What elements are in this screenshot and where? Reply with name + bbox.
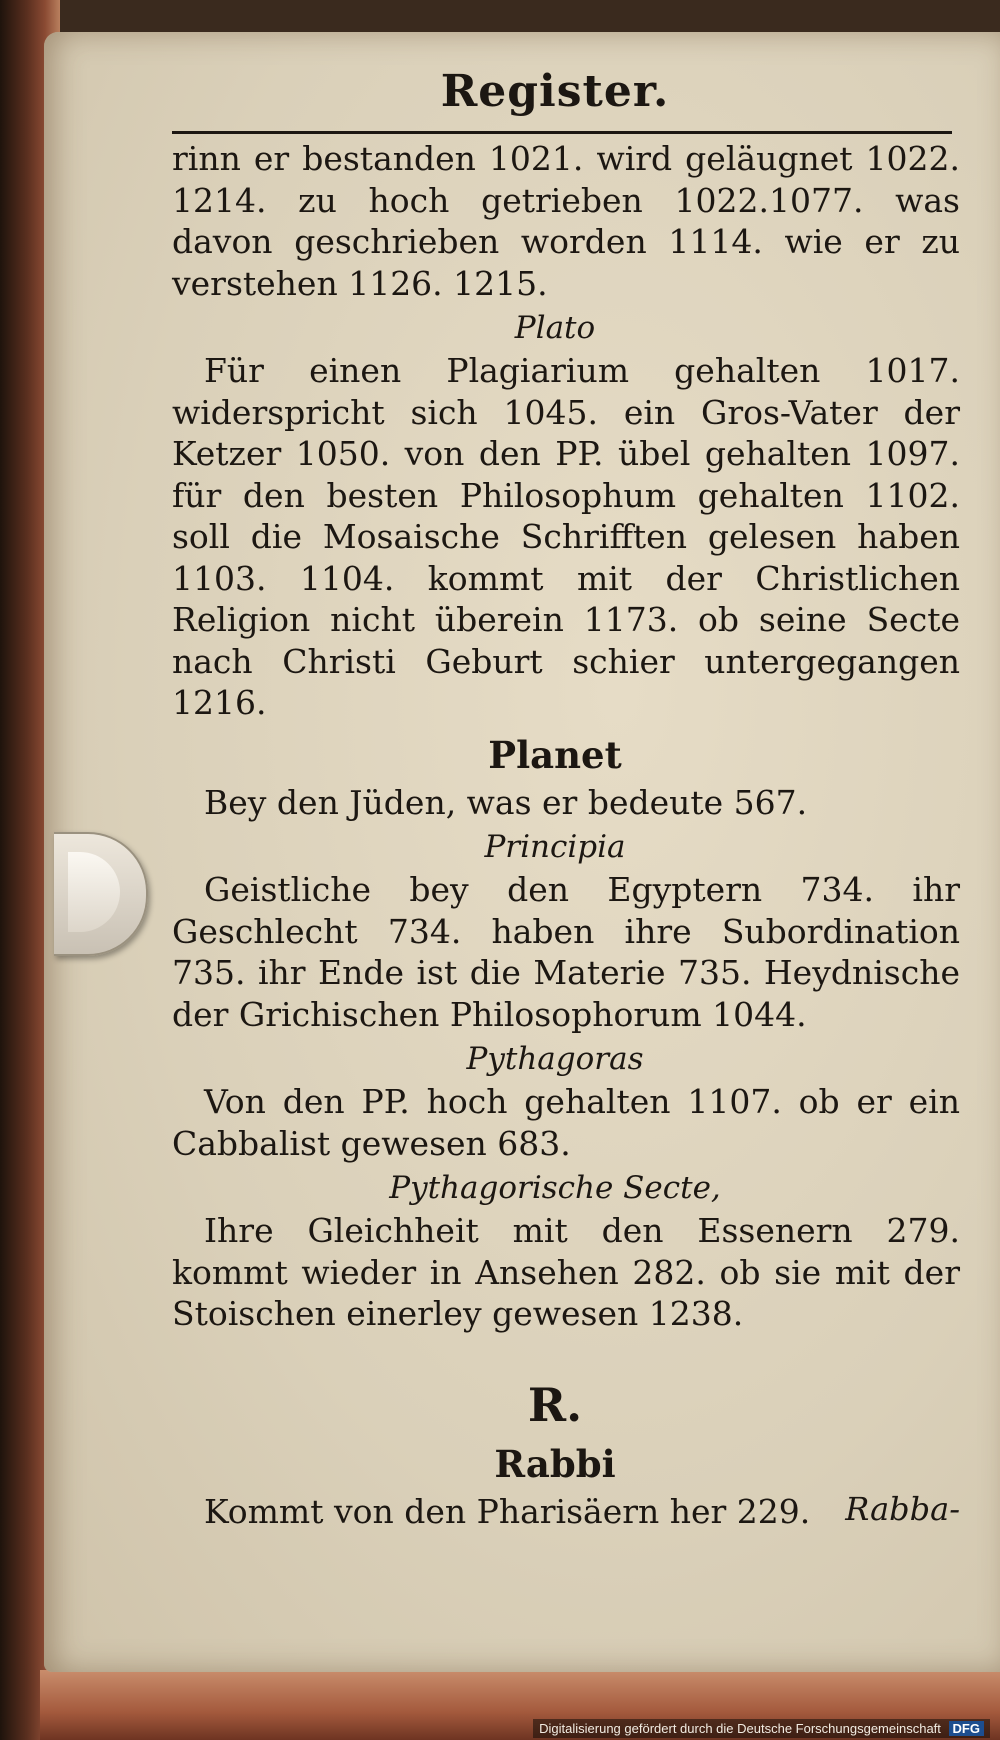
entry-body-rabbi: Kommt von den Pharisäern her 229.: [204, 1491, 811, 1531]
page-clip-inner: [68, 852, 120, 932]
digitization-footer: [533, 1719, 990, 1738]
page-clip: [54, 832, 148, 956]
header-rule: [172, 131, 952, 134]
entry-head-plato: Plato: [514, 310, 596, 346]
entry-head-pythagoras: Pythagoras: [466, 1041, 644, 1077]
entry-head-principia: Principia: [484, 829, 626, 865]
dfg-logo-icon: DFG: [949, 1721, 984, 1736]
entry-head-planet: Planet: [488, 732, 622, 777]
entry-head-pythagorische-secte: Pythagorische Secte,: [389, 1170, 721, 1206]
entry-body-principia: Geistliche bey den Egyptern 734. ihr Geschlecht 734. haben ihre Subordination 735. ihr Ende ist die Materie 735. Heydnische der Grichischen Philosophorum 1044.: [172, 870, 960, 1034]
entry-body-pythagoras: Von den PP. hoch gehalten 1107. ob er ein Cabbalist gewesen 683.: [172, 1082, 960, 1163]
catchword: Rabba-: [845, 1490, 960, 1528]
entry-body-plato: Für einen Plagiarium gehalten 1017. widerspricht sich 1045. ein Gros-Vater der Ketzer 1050. von den PP. übel gehalten 1097. für den besten Philosophum gehalten 1102. soll die Mosaische Schrifften gelesen haben 1103. 1104. kommt mit der Christlichen Religion nicht überein 1173. ob seine Secte nach Christi Geburt schier untergegangen 1216.: [172, 351, 960, 722]
entry-head-rabbi: Rabbi: [494, 1441, 616, 1486]
running-head: Register.: [440, 66, 670, 117]
entry-body-planet: Bey den Jüden, was er bedeute 567.: [204, 782, 808, 822]
entry-body-pythagorische-secte: Ihre Gleichheit mit den Essenern 279. kommt wieder in Ansehen 282. ob sie mit der Stoischen einerley gewesen 1238.: [172, 1211, 960, 1333]
footer-text: Digitalisierung gefördert durch die Deutsche Forschungsgemeinschaft: [539, 1721, 941, 1736]
page-content: [150, 40, 960, 1532]
entry-continuation: rinn er bestanden 1021. wird geläugnet 1022. 1214. zu hoch getrieben 1022.1077. was davon geschrieben worden 1114. wie er zu verstehen 1126. 1215.: [172, 139, 960, 303]
section-letter-r: R.: [527, 1377, 583, 1432]
